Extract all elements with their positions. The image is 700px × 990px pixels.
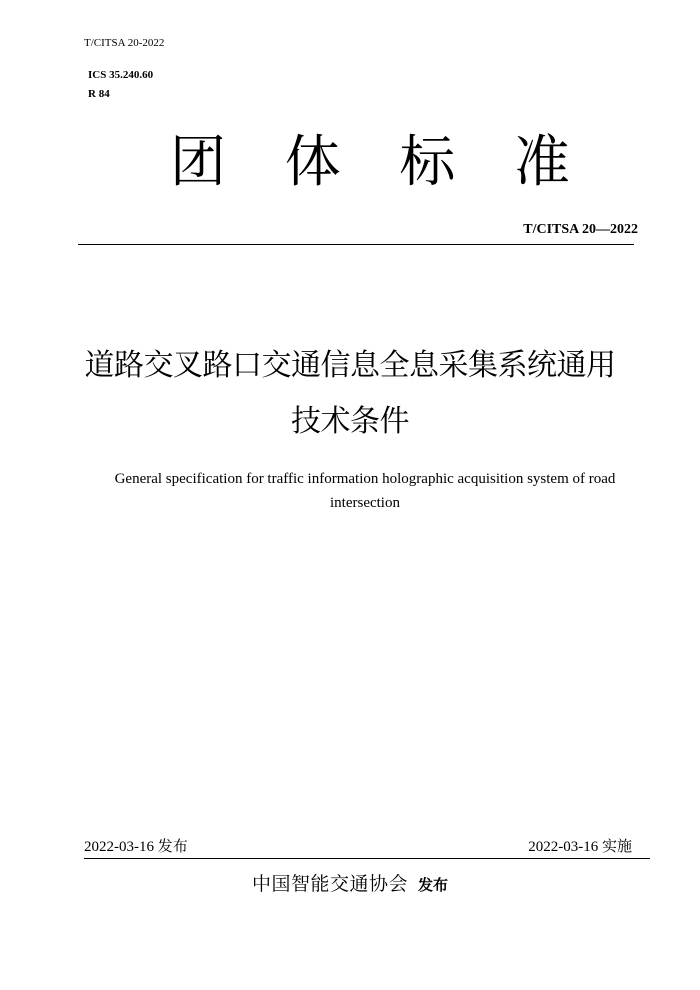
ccs-code: R 84 [88,88,110,100]
date-row [84,838,650,859]
ics-code: ICS 35.240.60 [88,69,154,81]
publish-label: 发布 [418,876,449,894]
publisher-line [0,870,700,899]
publisher-organization: 中国智能交通协会 [251,873,408,895]
standard-type-heading [170,128,570,198]
standard-type-char: 准 [513,130,570,195]
standard-number: T/CITSA 20—2022 [523,222,638,237]
standard-type-char: 标 [399,130,456,195]
chinese-title-line-1: 道路交叉路口交通信息全息采集系统通用 [84,348,616,383]
chinese-title [60,338,640,450]
chinese-title-line-2: 技术条件 [291,404,409,439]
english-title-line-2: intersection [330,495,400,511]
english-title [80,467,650,515]
english-title-line-1: General specification for traffic information holographic acquisition system of road [114,471,616,487]
publish-date: 2022-03-16 发布 [84,839,188,855]
standard-type-char: 体 [284,130,341,195]
implementation-date: 2022-03-16 实施 [528,839,632,855]
standard-type-char: 团 [170,130,226,195]
header-divider [78,244,634,245]
document-code: T/CITSA 20-2022 [84,37,165,49]
